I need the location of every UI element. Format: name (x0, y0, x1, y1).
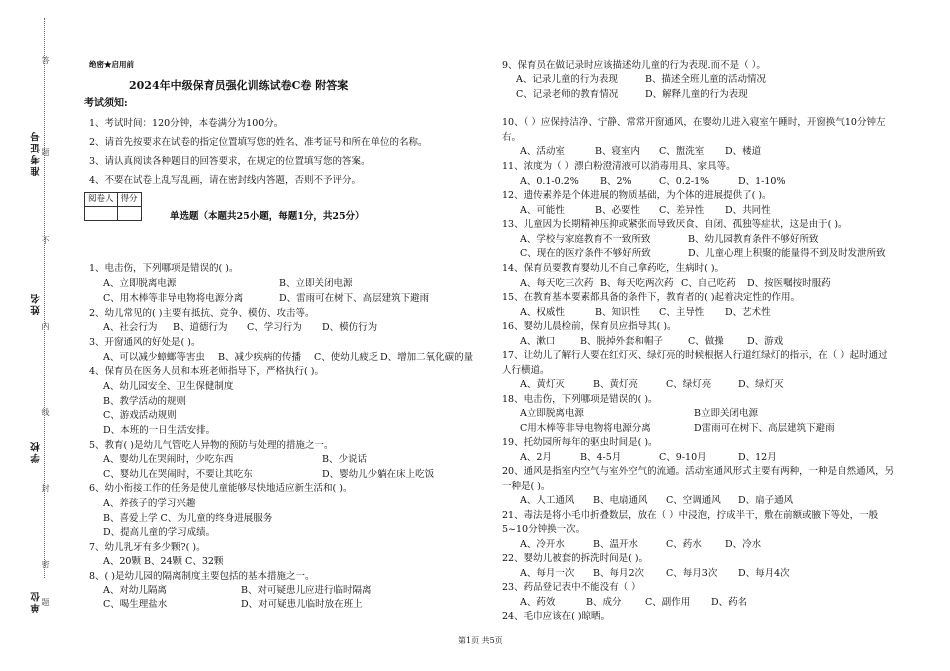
option-text: A、可以减少蟑螂等害虫 (103, 352, 205, 363)
option-text: D、12月 (738, 452, 777, 463)
option-text: D、药名 (711, 597, 748, 608)
option-text: B、每天吃两次药 (600, 278, 674, 289)
option-text: D、绿灯灭 (738, 379, 784, 390)
option-text: B、温开水 (593, 539, 638, 550)
question-text: 14、保育员要教育婴幼儿不自己拿药吃，生病时( )。 (502, 263, 725, 274)
option-text: C、空调通风 (666, 495, 721, 506)
question-text: 16、婴幼儿晨检前，保育员应指导其( )。 (502, 321, 677, 332)
option-text: D、婴幼儿少躺在床上吃饭 (322, 469, 435, 480)
option-text: A、人工通风 (520, 495, 575, 506)
option-text: C、游戏活动规则 (103, 410, 177, 421)
question-text: 13、儿童因为长期精神压抑或紧张而导致厌食、自闭、孤独等症状，这是由于( )。 (502, 219, 848, 230)
option-text: A、记录儿童的行为表现 (516, 74, 618, 85)
option-text: B、喜爱上学 C、为儿童的终身进展服务 (103, 513, 273, 524)
notice-item: 3、请认真阅读各种题目的回答要求，在规定的位置填写您的答案。 (89, 156, 371, 167)
option-text: D、每月4次 (738, 568, 790, 579)
seal-mark: 不 (41, 236, 50, 244)
option-text: D、增加二氧化碳的量 (380, 352, 474, 363)
option-text: B、黄灯亮 (593, 379, 638, 390)
option-text: C、盥洗室 (659, 146, 705, 157)
seal-mark: 线 (41, 408, 50, 416)
question-text: 一种是( )。 (502, 481, 551, 492)
option-text: A、2月 (520, 452, 552, 463)
option-text: A、黄灯灭 (520, 379, 565, 390)
option-text: B、知识性 (595, 307, 640, 318)
question-text: 10、（ ）应保持洁净、宁静、常常开窗通风，在婴幼儿进入寝室午睡时，开窗换气10分钟左 (502, 117, 886, 128)
option-text: B、立即关闭电源 (279, 278, 353, 289)
option-text: A、冷开水 (520, 539, 565, 550)
option-text: D、提高儿童的学习成绩。 (103, 527, 216, 538)
notice-item: 2、请首先按要求在试卷的指定位置填写您的姓名、准考证号和所在单位的名称。 (89, 137, 428, 148)
option-text: B、每月2次 (593, 568, 645, 579)
question-text: 21、毒法是将小毛巾折叠数层，放在（ ）中浸泡，拧成半干，敷在前额或腋下等处，一般 (502, 510, 879, 521)
option-text: B、少说话 (322, 454, 367, 465)
option-text: C、记录老师的教育情况 (516, 89, 619, 100)
option-text: B、4-5月 (580, 452, 622, 463)
seal-mark: 密 (41, 560, 50, 568)
option-text: C、现在的医疗条件不够好所致 (520, 248, 651, 259)
question-text: 6、幼小衔接工作的任务是使儿童能够尽快地适应新生活和( )。 (89, 483, 353, 494)
option-text: A、漱口 (520, 336, 556, 347)
page-title: 2024年中级保育员强化训练试卷C卷 附答案 (129, 79, 349, 92)
option-text: D、艺术性 (725, 307, 771, 318)
question-text: 1、电击伤，下列哪项是错误的( )。 (89, 263, 239, 274)
question-text: 19、托幼园所每年的驱虫时间是( )。 (502, 437, 658, 448)
option-text: A、20颗 B、24颗 C、32颗 (103, 556, 224, 567)
question-text: 3、开窗通风的好处是( )。 (89, 337, 201, 348)
option-text: A、社会行为 (103, 322, 158, 333)
option-text: C、婴幼儿在哭闹时，不要让其吃东 (103, 469, 253, 480)
option-text: A、活动室 (520, 146, 565, 157)
option-text: B、必要性 (595, 205, 640, 216)
option-text: D、楼道 (725, 146, 762, 157)
score-box (84, 192, 142, 221)
option-text: B、脱掉外套和帽子 (580, 336, 663, 347)
option-text: D、1-10% (738, 176, 786, 187)
option-text: C、使幼儿疲乏 (314, 352, 379, 363)
option-text: B立即关闭电源 (694, 408, 758, 419)
option-text: D、雷雨可在树下、高层建筑下避雨 (279, 293, 430, 304)
option-text: D雷雨可在树下、高层建筑下避雨 (694, 423, 835, 434)
question-text: 11、浓度为（ ）漂白粉澄清液可以消毒用具、家具等。 (502, 161, 736, 172)
option-text: B、2% (600, 176, 632, 187)
option-text: C、学习行为 (247, 322, 302, 333)
option-text: A立即脱离电源 (520, 408, 584, 419)
option-text: D、模仿行为 (322, 322, 378, 333)
option-text: D、对可疑患儿临时放在班上 (241, 599, 363, 610)
option-text: A、对幼儿隔离 (103, 585, 167, 596)
question-text: 9、保育员在做记录时应该描述幼儿童的行为表现.而不是（ ）。 (502, 60, 766, 71)
option-text: B、减少疾病的传播 (218, 352, 301, 363)
option-text: C、每月3次 (666, 568, 718, 579)
option-text: C、主导性 (659, 307, 705, 318)
label-exam-number: 准考证号 (31, 130, 42, 176)
option-text: B、描述全班儿童的活动情况 (645, 74, 766, 85)
option-text: D、游戏 (747, 336, 784, 347)
option-text: B、教学活动的规则 (103, 396, 186, 407)
question-text: 15、在教育基本要素都具备的条件下，教育者的( )起着决定性的作用。 (502, 292, 801, 303)
seal-mark: 题 (41, 598, 50, 606)
question-text: 4、保育员在医务人员和本班老师指导下，严格执行( )。 (89, 366, 324, 377)
option-text: C、喝生理盐水 (103, 599, 168, 610)
option-text: B、幼儿园教育条件不够好所致 (688, 234, 819, 245)
option-text: A、幼儿园安全、卫生保健制度 (103, 381, 234, 392)
option-text: D、解释儿童的行为表现 (645, 89, 748, 100)
option-text: A、婴幼儿在哭闹时，少吃东西 (103, 454, 234, 465)
question-text: 18、电击伤，下列哪项是错误的( )。 (502, 394, 658, 405)
option-text: D、共同性 (725, 205, 771, 216)
option-text: B、对可疑患儿应进行临时隔离 (241, 585, 372, 596)
section-title: 单选题（本题共25小题，每题1分，共25分） (170, 211, 365, 222)
seal-mark: 内 (41, 322, 50, 330)
score-blank (117, 207, 141, 221)
seal-mark: 题 (41, 148, 50, 156)
question-text: 5~10分钟换一次。 (502, 524, 586, 535)
option-text: C、自己吃药 (681, 278, 736, 289)
question-text: 17、让幼儿了解行人要在红灯灭、绿灯亮的时候根据人行道红绿灯的指示，在（ ）起时通过 (502, 350, 888, 361)
question-text: 8、( )是幼儿园的隔离制度主要包括的基本措施之一。 (89, 571, 315, 582)
option-text: A、养孩子的学习兴趣 (103, 498, 196, 509)
option-text: A、可能性 (520, 205, 565, 216)
notice-item: 4、不要在试卷上乱写乱画，请在密封线内答题，否则不予评分。 (89, 175, 362, 186)
option-text: D、扇子通风 (738, 495, 794, 506)
option-text: C、用木棒等非导电物将电源分离 (103, 293, 244, 304)
option-text: C、差异性 (659, 205, 705, 216)
notice-item: 1、考试时间：120分钟，本卷满分为100分。 (89, 118, 284, 129)
label-name: 姓名 (31, 292, 42, 315)
question-text: 2、幼儿常见的( )主要有抵抗、竞争、模仿、攻击等。 (89, 308, 315, 319)
option-text: C、绿灯亮 (666, 379, 712, 390)
seal-mark: 答 (41, 56, 50, 64)
seal-mark: 封 (41, 484, 50, 492)
option-text: B、成分 (586, 597, 622, 608)
option-text: A、权威性 (520, 307, 565, 318)
question-text: 5、教育( )是幼儿气管吃人异物的预防与处理的措施之一。 (89, 440, 334, 451)
label-school: 学校 (31, 440, 42, 463)
option-text: A、药效 (520, 597, 556, 608)
secret-label: 绝密★启用前 (89, 60, 134, 69)
question-text: 24、毛巾应该在( )晾晒。 (502, 611, 611, 622)
option-text: C、9-10月 (659, 452, 707, 463)
grader-blank (85, 207, 118, 221)
option-text: A、0.1-0.2% (520, 176, 579, 187)
question-text: 右。 (502, 132, 522, 143)
option-text: A、每月一次 (520, 568, 575, 579)
option-text: A、每天吃三次药 (520, 278, 594, 289)
page-number: 第1页 共5页 (458, 636, 503, 645)
question-text: 12、遗传素养是个体进展的物质基础，为个体的进展提供了( )。 (502, 190, 772, 201)
seal-line (44, 18, 45, 578)
option-text: C、0.2-1% (659, 176, 710, 187)
option-text: C、做操 (688, 336, 724, 347)
option-text: D、本班的一日生活安排。 (103, 425, 216, 436)
label-unit: 单位 (31, 590, 42, 613)
option-text: C、副作用 (645, 597, 691, 608)
option-text: B、电扇通风 (593, 495, 648, 506)
option-text: C用木棒等非导电物将电源分离 (520, 423, 651, 434)
option-text: A、立即脱离电源 (103, 278, 177, 289)
option-text: B、寝室内 (595, 146, 640, 157)
notice-title: 考试须知: (84, 98, 128, 109)
score-cell: 得分 (117, 193, 141, 207)
question-text: 20、通风是指室内空气与室外空气的流通。活动室通风形式主要有两种，一种是自然通风，另 (502, 466, 895, 477)
option-text: A、学校与家庭教育不一致所致 (520, 234, 651, 245)
option-text: B、道德行为 (173, 322, 228, 333)
question-text: 人行横道。 (502, 365, 550, 376)
option-text: D、按医嘱按时服药 (747, 278, 831, 289)
option-text: D、冷水 (725, 539, 762, 550)
grader-cell: 阅卷人 (85, 193, 118, 207)
option-text: C、药水 (666, 539, 702, 550)
question-text: 22、婴幼儿被套的拆洗时间是( )。 (502, 553, 649, 564)
question-text: 7、幼儿乳牙有多少颗?( )。 (89, 542, 206, 553)
question-text: 23、药品登记表中不能没有（ ） (502, 582, 641, 593)
option-text: D、儿童心理上积聚的能量得不到及时发泄所致 (688, 248, 886, 259)
